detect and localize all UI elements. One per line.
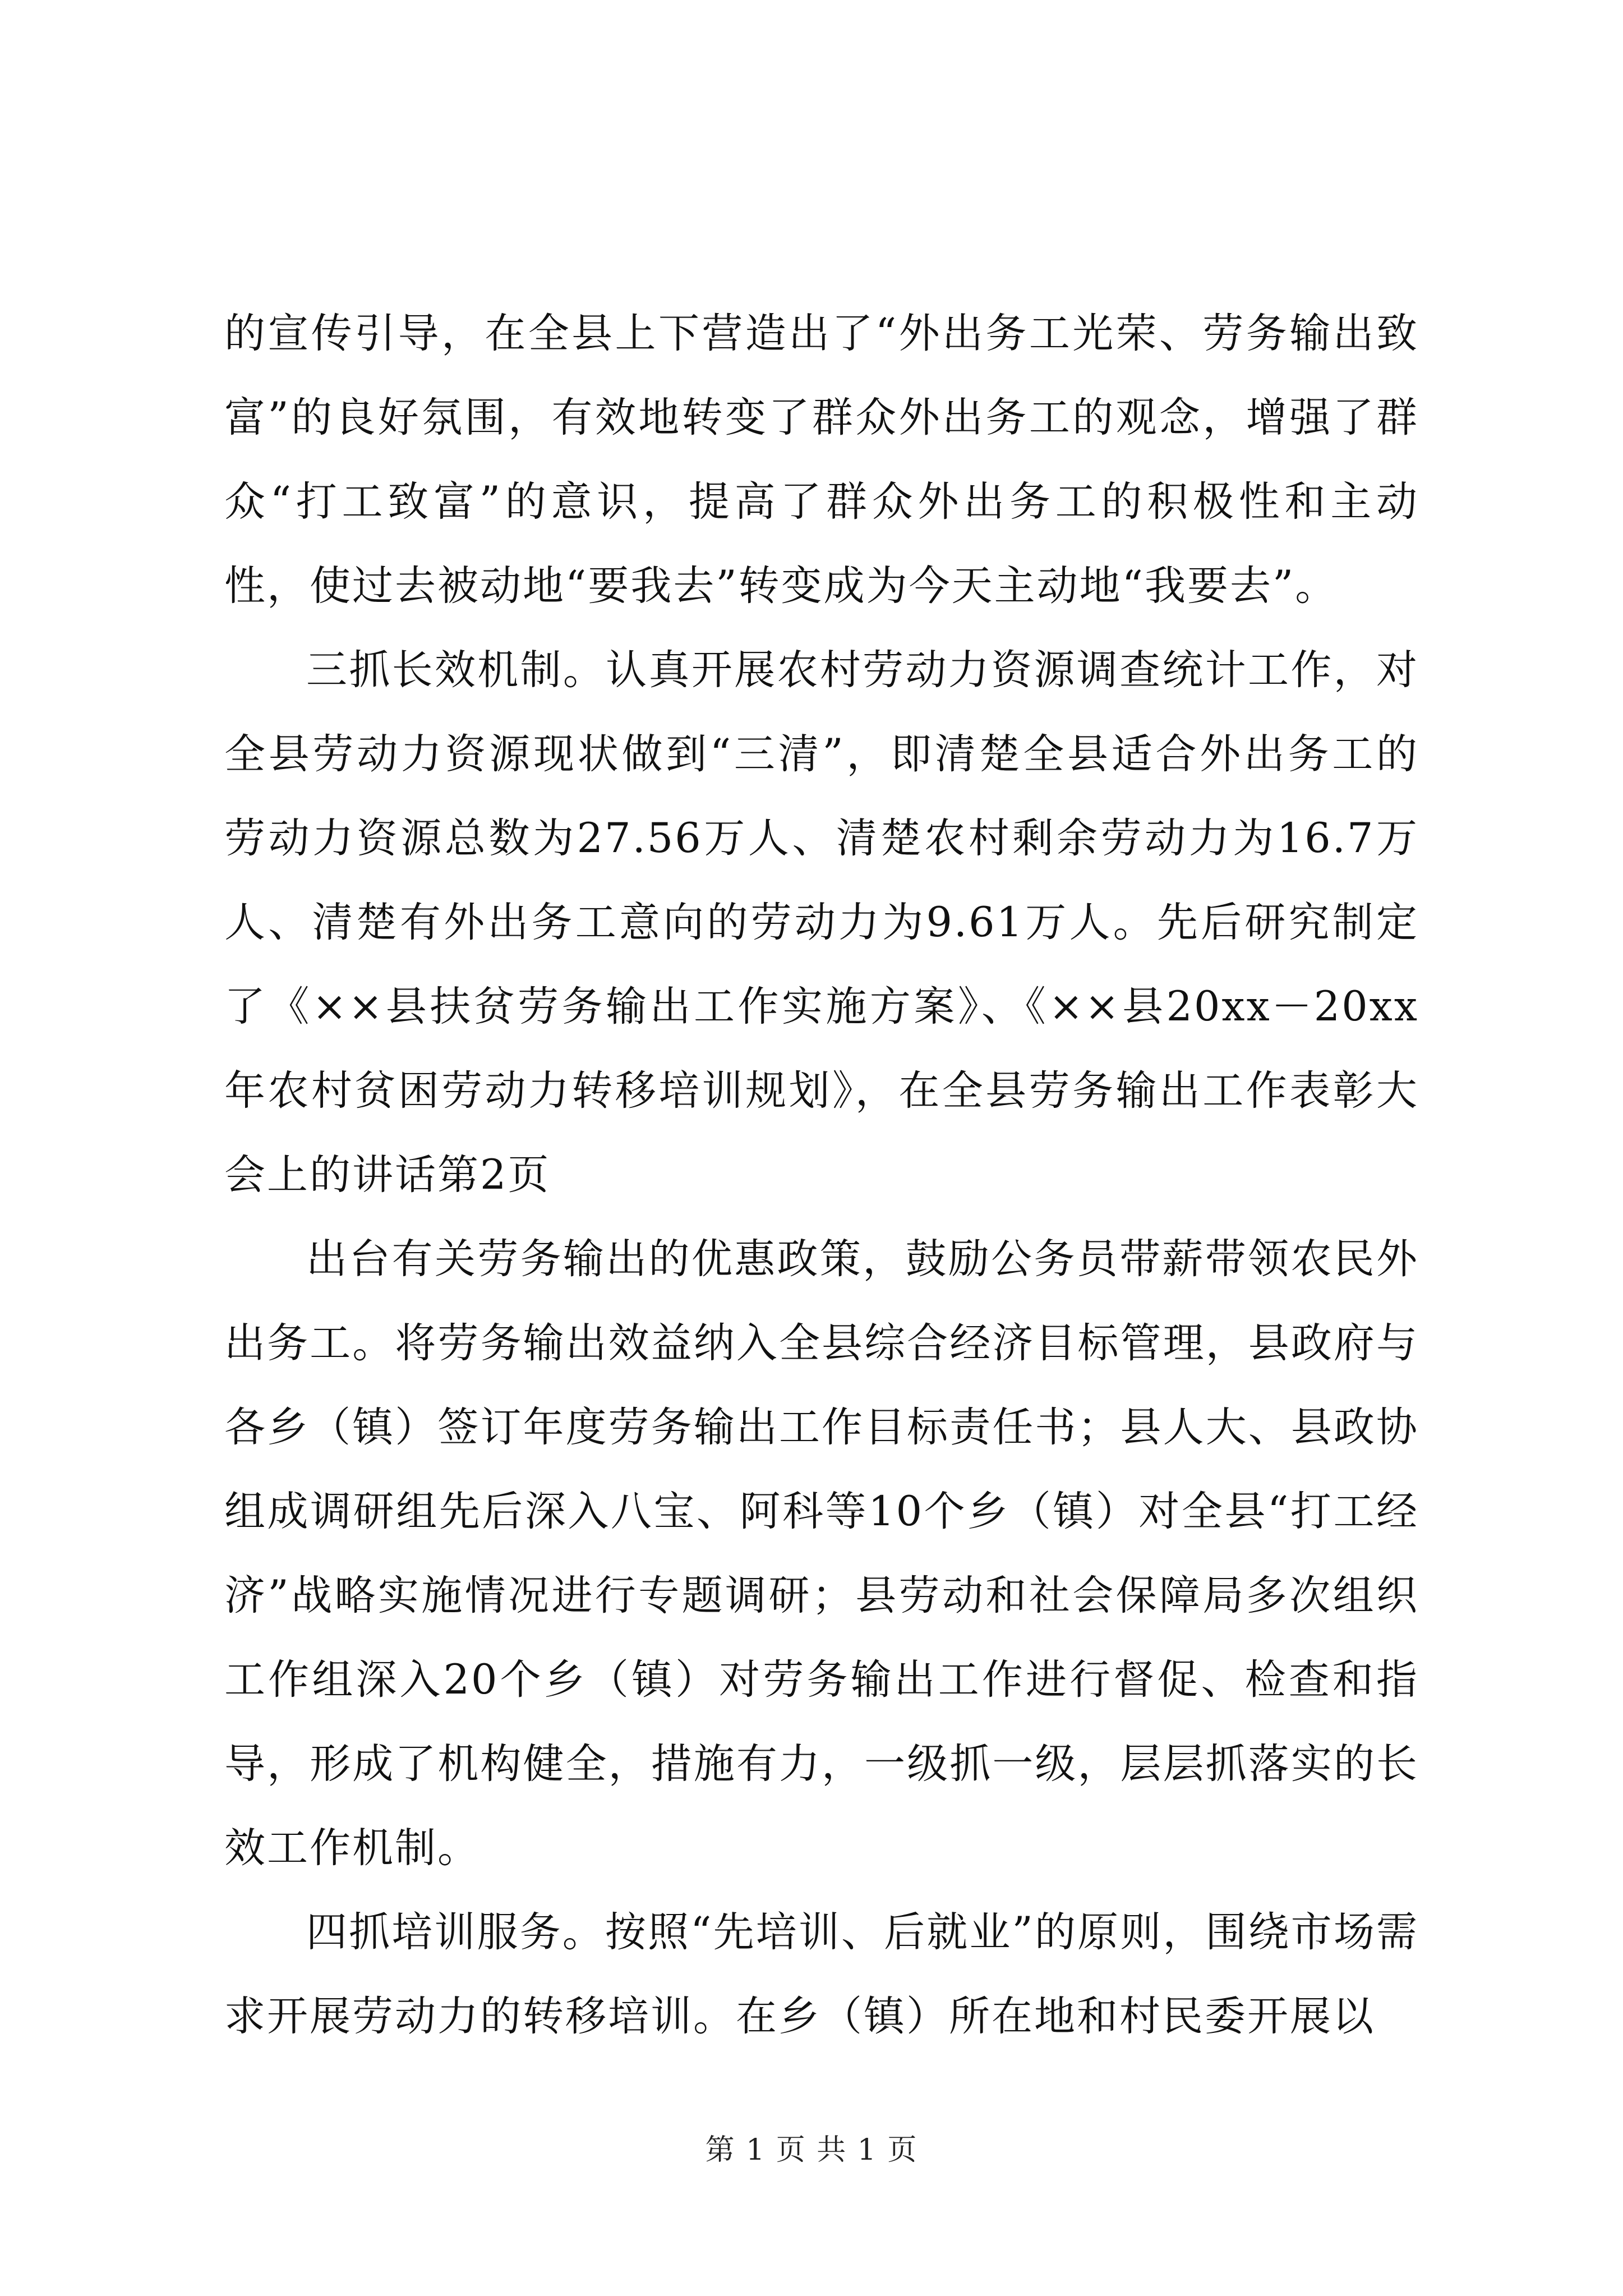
page-footer: 第 1 页 共 1 页 [705,2133,918,2167]
paragraph-4: 四抓培训服务。按照“先培训、后就业”的原则，围绕市场需求开展劳动力的转移培训。在乡（镇）所在地和村民委开展以 [224,1908,1419,2040]
paragraph-3: 出台有关劳务输出的优惠政策，鼓励公务员带薪带领农民外出务工。将劳务输出效益纳入全县综合经济目标管理，县政府与各乡（镇）签订年度劳务输出工作目标责任书；县人大、县政协组成调研组先后深入八宝、阿科等10个乡（镇）对全县“打工经济”战略实施情况进行专题调研；县劳动和社会保障局多次组织工作组深入20个乡（镇）对劳务输出工作进行督促、检查和指导，形成了机构健全，措施有力，一级抓一级，层层抓落实的长效工作机制。 [224,1235,1419,1872]
paragraph-1: 的宣传引导，在全县上下营造出了“外出务工光荣、劳务输出致富”的良好氛围，有效地转变了群众外出务工的观念，增强了群众“打工致富”的意识，提高了群众外出务工的积极性和主动性，使过去被动地“要我去”转变成为今天主动地“我要去”。 [224,310,1419,610]
document-body [224,292,1419,2059]
paragraph-2: 三抓长效机制。认真开展农村劳动力资源调查统计工作，对全县劳动力资源现状做到“三清”，即清楚全县适合外出务工的劳动力资源总数为27.56万人、清楚农村剩余劳动力为16.7万人、清楚有外出务工意向的劳动力为9.61万人。先后研究制定了《××县扶贫劳务输出工作实施方案》、《××县20xx－20xx年农村贫困劳动力转移培训规划》，在全县劳务输出工作表彰大会上的讲话第2页 [224,646,1419,1199]
